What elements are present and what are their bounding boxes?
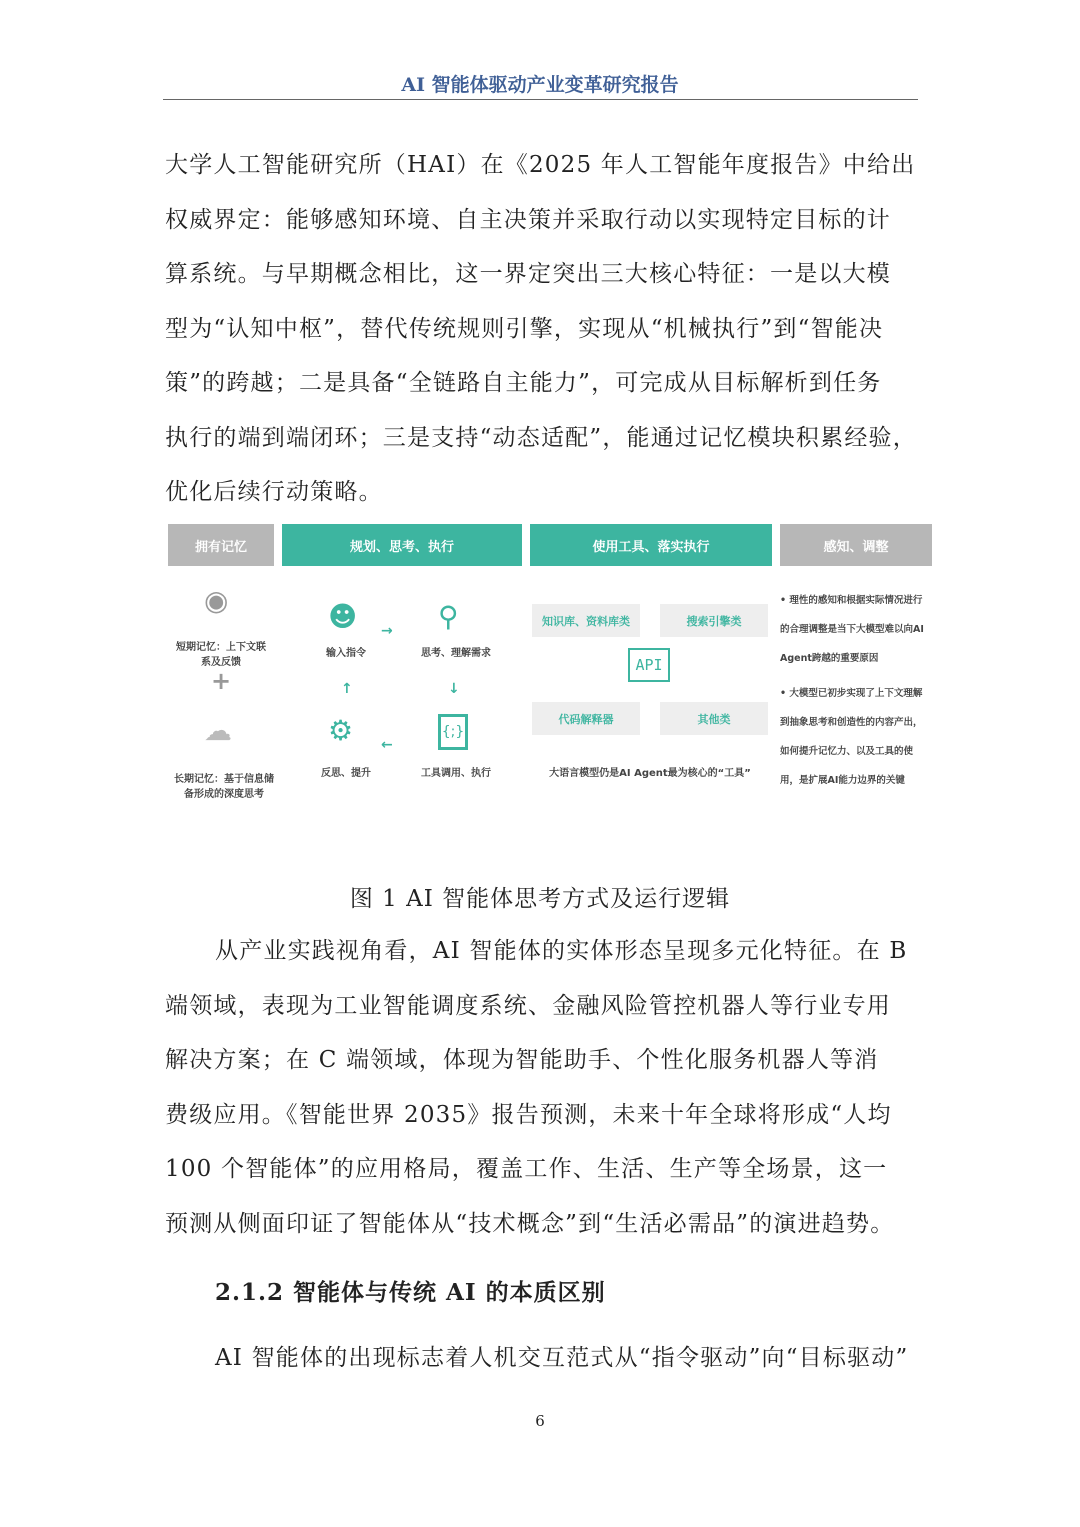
text-line: 算系统。与早期概念相比，这一界定突出三大核心特征：一是以大模 [165, 261, 891, 287]
tool-code-interpreter: 代码解释器 [532, 702, 640, 735]
text-line: 预测从侧面印证了智能体从“技术概念”到“生活必需品”的演进趋势。 [165, 1210, 895, 1237]
idea-icon: ⚲ [438, 600, 459, 633]
code-icon: {;} [438, 714, 468, 750]
loop-step-input: 输入指令 [326, 648, 366, 659]
paragraph-1 [165, 138, 920, 520]
bullet-text: 理性的感知和根据实际情况进行的合理调整是当下大模型难以向AI Agent跨越的重要原因 [780, 595, 924, 664]
loop-step-think: 思考、理解需求 [421, 648, 491, 659]
header-divider [163, 99, 918, 100]
tool-knowledge-base: 知识库、资料库类 [532, 604, 640, 637]
section-heading: 2.1.2 智能体与传统 AI 的本质区别 [215, 1279, 606, 1306]
arrow-left-icon: ← [381, 737, 393, 753]
figure-agent-logic [166, 522, 934, 822]
paragraph-3 [165, 1331, 920, 1386]
loop-step-execute: 工具调用、执行 [421, 768, 491, 779]
header-tools: 使用工具、落实执行 [530, 524, 772, 566]
bullet-item: • 理性的感知和根据实际情况进行的合理调整是当下大模型难以向AI Agent跨越的重要原因 [780, 595, 924, 664]
text-line: 权威界定：能够感知环境、自主决策并采取行动以实现特定目标的计 [165, 206, 891, 233]
text-line: 大学人工智能研究所（HAI）在《2025 年人工智能年度报告》中给出 [165, 152, 916, 178]
tool-search-engine: 搜索引擎类 [660, 604, 768, 637]
head-search-icon: ◉ [204, 584, 229, 617]
plus-sign: + [210, 667, 232, 695]
arrow-down-icon: ↓ [448, 681, 460, 697]
text-line: 从产业实践视角看，AI 智能体的实体形态呈现多元化特征。在 B [215, 938, 908, 964]
text-line: 100 个智能体”的应用格局，覆盖工作、生活、生产等全场景，这一 [165, 1156, 888, 1182]
tools-caption: 大语言模型仍是AI Agent最为核心的“工具” [549, 768, 751, 779]
text-line: 策”的跨越；二是具备“全链路自主能力”，可完成从目标解析到任务 [165, 370, 882, 396]
text-line: 执行的端到端闭环；三是支持“动态适配”，能通过记忆模块积累经验， [165, 424, 917, 451]
header-memory: 拥有记忆 [168, 524, 274, 566]
arrow-right-icon: → [381, 623, 393, 639]
bullet-item: • 大模型已初步实现了上下文理解到抽象思考和创造性的内容产出，如何提升记忆力、以及工具的使用，是扩展AI能力边界的关键 [780, 688, 923, 786]
arrow-up-icon: ↑ [341, 681, 353, 697]
text-line: 型为“认知中枢”，替代传统规则引擎，实现从“机械执行”到“智能决 [165, 315, 884, 342]
loop-step-reflect: 反思、提升 [321, 768, 371, 779]
text-line: 端领域，表现为工业智能调度系统、金融风险管控机器人等行业专用 [165, 992, 891, 1019]
text-line: AI 智能体的出现标志着人机交互范式从“指令驱动”向“目标驱动” [215, 1345, 909, 1371]
page-number: 6 [535, 1412, 545, 1430]
user-chat-icon: ☻ [328, 600, 358, 633]
gear-icon: ⚙ [328, 714, 354, 747]
figure-caption: 图 1 AI 智能体思考方式及运行逻辑 [349, 886, 731, 912]
header-perceive: 感知、调整 [780, 524, 932, 566]
head-cloud-icon: ☁ [204, 714, 232, 747]
text-line: 解决方案；在 C 端领域，体现为智能助手、个性化服务机器人等消 [165, 1047, 879, 1073]
api-monitor-icon: API [628, 648, 670, 682]
long-memory-label: 长期记忆：基于信息储备形成的深度思考 [174, 774, 274, 800]
header-plan: 规划、思考、执行 [282, 524, 522, 566]
bullet-text: 大模型已初步实现了上下文理解到抽象思考和创造性的内容产出，如何提升记忆力、以及工具的使用，是扩展AI能力边界的关键 [780, 688, 923, 786]
text-line: 费级应用。《智能世界 2035》报告预测，未来十年全球将形成“人均 [165, 1101, 892, 1128]
paragraph-2 [165, 924, 920, 1251]
tool-other: 其他类 [660, 702, 768, 735]
short-memory-label: 短期记忆：上下文联系及反馈 [176, 642, 266, 668]
running-header: AI 智能体驱动产业变革研究报告 [401, 74, 679, 96]
text-line: 优化后续行动策略。 [165, 479, 383, 505]
